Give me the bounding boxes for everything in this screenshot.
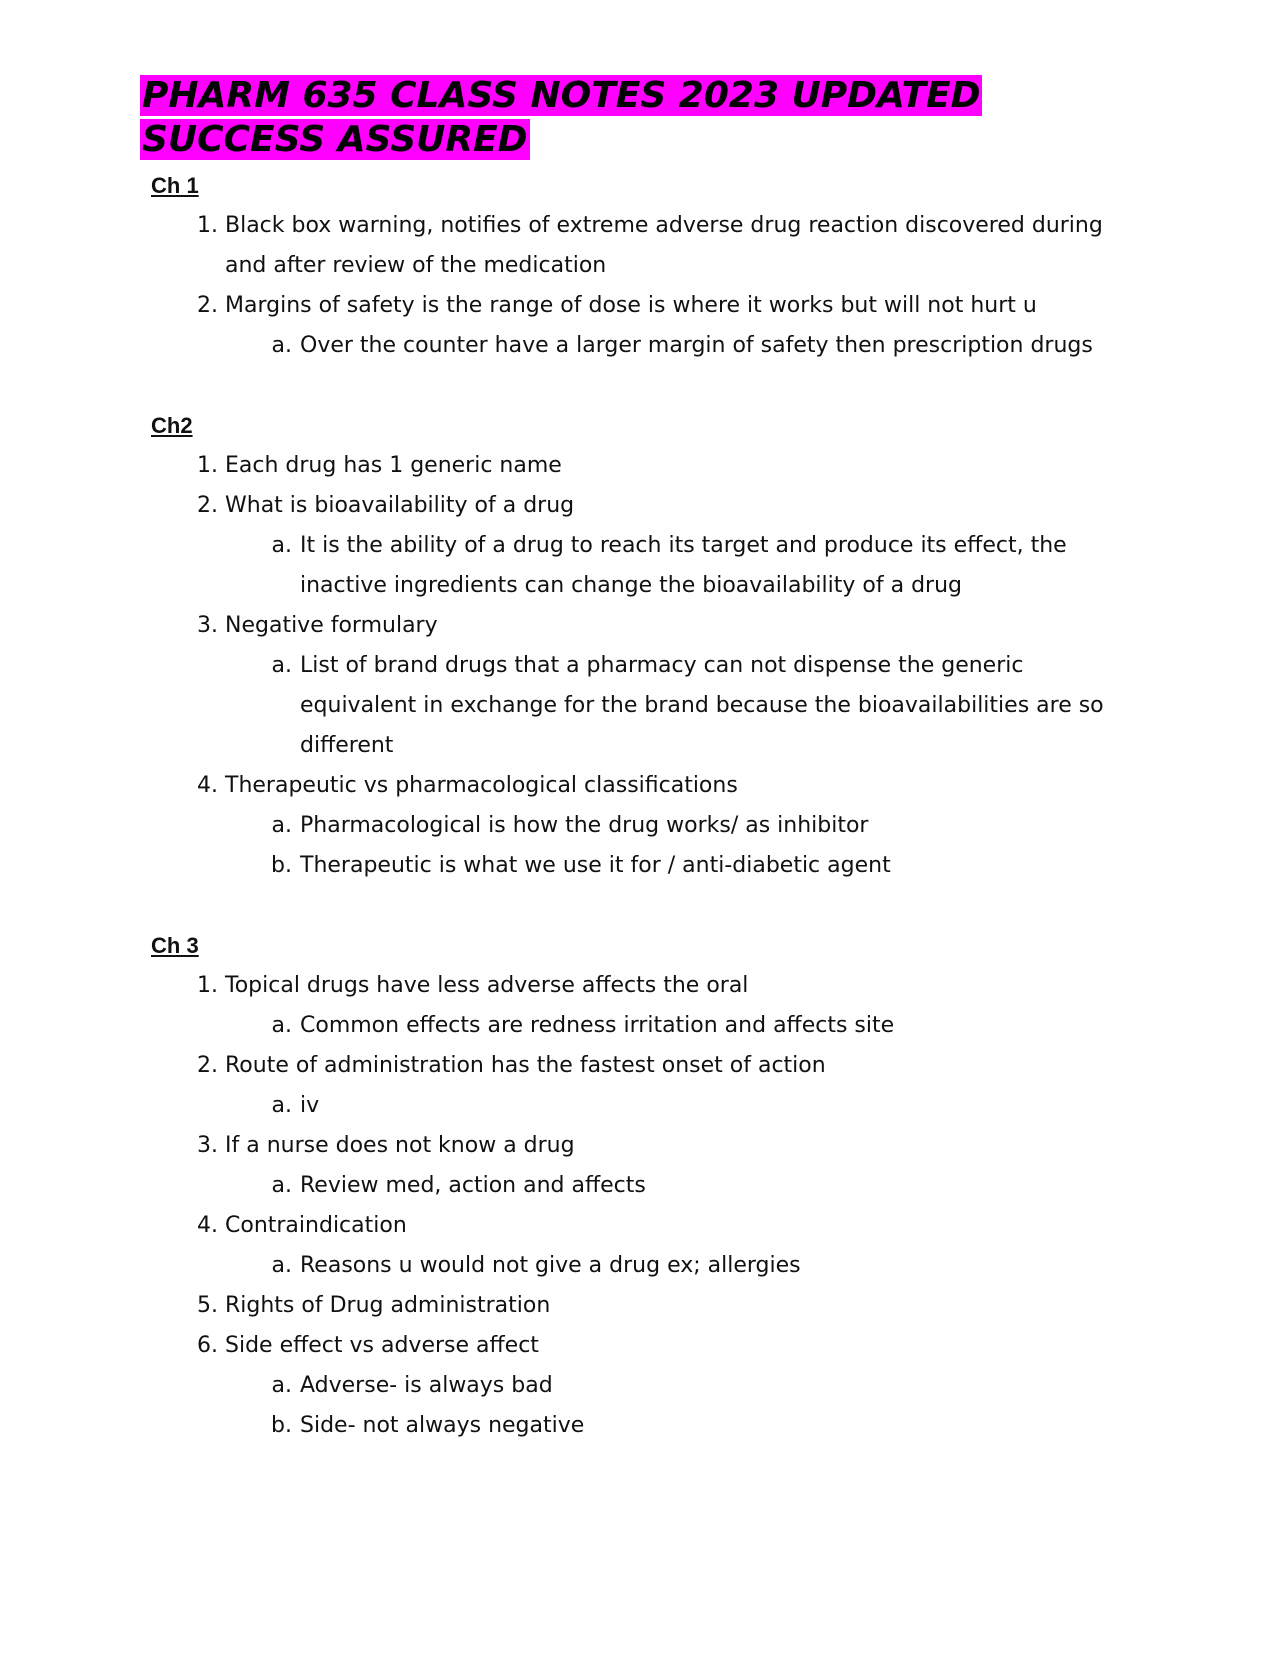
sublist-item-text: iv — [300, 1093, 320, 1118]
sublist-item-text: Side- not always negative — [300, 1413, 585, 1438]
sublist-item — [140, 326, 1140, 366]
section-heading: Ch 3 — [151, 933, 199, 958]
sublist-item-text: Over the counter have a larger margin of safety then prescription drugs — [300, 333, 1093, 358]
list-item-text: Negative formulary — [225, 613, 438, 638]
sublist-item — [140, 1086, 1140, 1126]
sublist-item — [140, 526, 1140, 606]
sublist-item — [140, 1246, 1140, 1286]
lettered-sublist — [225, 646, 1140, 766]
list-item-text: Rights of Drug administration — [225, 1293, 551, 1318]
lettered-sublist — [225, 326, 1140, 366]
list-item — [140, 206, 1140, 286]
numbered-list — [140, 206, 1140, 366]
list-item-text: Contraindication — [225, 1213, 407, 1238]
list-item — [140, 286, 1140, 366]
sublist-item — [140, 1406, 1140, 1446]
sublist-item-marker: a. — [271, 813, 292, 838]
sublist-item-text: Reasons u would not give a drug ex; allergies — [300, 1253, 801, 1278]
sublist-item-text: Therapeutic is what we use it for / anti-diabetic agent — [300, 853, 891, 878]
list-item-text: Margins of safety is the range of dose is where it works but will not hurt u — [225, 293, 1037, 318]
list-item — [140, 766, 1140, 886]
list-item-marker: 2. — [197, 293, 218, 318]
sublist-item-marker: a. — [271, 1013, 292, 1038]
section-3 — [140, 926, 1140, 1446]
list-item — [140, 606, 1140, 766]
sublist-item — [140, 1166, 1140, 1206]
list-item-text: Black box warning, notifies of extreme adverse drug reaction discovered during and after review of the medication — [225, 213, 1103, 278]
list-item — [140, 486, 1140, 606]
sublist-item — [140, 646, 1140, 766]
numbered-list — [140, 966, 1140, 1446]
sublist-item-marker: a. — [271, 1373, 292, 1398]
document-content — [140, 74, 1140, 1446]
list-item-marker: 1. — [197, 973, 218, 998]
sublist-item-text: List of brand drugs that a pharmacy can not dispense the generic equivalent in exchange for the brand because the bioavailabilities are so different — [300, 653, 1104, 758]
sublist-item-marker: a. — [271, 1093, 292, 1118]
sublist-item-text: Review med, action and affects — [300, 1173, 646, 1198]
section-heading: Ch2 — [151, 413, 193, 438]
list-item-text: Each drug has 1 generic name — [225, 453, 562, 478]
section-2 — [140, 406, 1140, 886]
lettered-sublist — [225, 1086, 1140, 1126]
document-title-text: PHARM 635 CLASS NOTES 2023 UPDATED SUCCESS ASSURED — [142, 75, 981, 160]
lettered-sublist — [225, 1366, 1140, 1446]
list-item — [140, 1206, 1140, 1286]
sublist-item-marker: b. — [271, 1413, 292, 1438]
sublist-item-marker: a. — [271, 533, 292, 558]
sublist-item-marker: a. — [271, 653, 292, 678]
lettered-sublist — [225, 806, 1140, 886]
list-item-marker: 4. — [197, 773, 218, 798]
lettered-sublist — [225, 1006, 1140, 1046]
list-item-text: Topical drugs have less adverse affects the oral — [225, 973, 749, 998]
list-item-marker: 3. — [197, 1133, 218, 1158]
lettered-sublist — [225, 526, 1140, 606]
list-item-marker: 4. — [197, 1213, 218, 1238]
list-item — [140, 1046, 1140, 1126]
list-item-marker: 2. — [197, 1053, 218, 1078]
sublist-item — [140, 1366, 1140, 1406]
list-item-text: Side effect vs adverse affect — [225, 1333, 539, 1358]
list-item-marker: 6. — [197, 1333, 218, 1358]
list-item-marker: 1. — [197, 453, 218, 478]
section-1 — [140, 166, 1140, 366]
list-item-text: If a nurse does not know a drug — [225, 1133, 575, 1158]
sublist-item-text: Common effects are redness irritation and affects site — [300, 1013, 895, 1038]
list-item — [140, 1286, 1140, 1326]
sublist-item — [140, 806, 1140, 846]
numbered-list — [140, 446, 1140, 886]
sections-container — [140, 166, 1140, 1446]
section-heading: Ch 1 — [151, 173, 199, 198]
sublist-item-marker: a. — [271, 333, 292, 358]
sublist-item-text: Pharmacological is how the drug works/ as inhibitor — [300, 813, 869, 838]
list-item-marker: 1. — [197, 213, 218, 238]
list-item — [140, 966, 1140, 1046]
list-item — [140, 446, 1140, 486]
sublist-item — [140, 1006, 1140, 1046]
sublist-item — [140, 846, 1140, 886]
list-item — [140, 1126, 1140, 1206]
list-item — [140, 1326, 1140, 1446]
sublist-item-marker: a. — [271, 1173, 292, 1198]
list-item-marker: 3. — [197, 613, 218, 638]
lettered-sublist — [225, 1246, 1140, 1286]
document-title — [140, 74, 1140, 162]
sublist-item-text: It is the ability of a drug to reach its target and produce its effect, the inactive ingredients can change the bioavailability of a drug — [300, 533, 1067, 598]
list-item-marker: 5. — [197, 1293, 218, 1318]
list-item-text: Route of administration has the fastest onset of action — [225, 1053, 826, 1078]
list-item-text: What is bioavailability of a drug — [225, 493, 575, 518]
lettered-sublist — [225, 1166, 1140, 1206]
sublist-item-text: Adverse- is always bad — [300, 1373, 553, 1398]
list-item-marker: 2. — [197, 493, 218, 518]
sublist-item-marker: a. — [271, 1253, 292, 1278]
list-item-text: Therapeutic vs pharmacological classifications — [225, 773, 738, 798]
sublist-item-marker: b. — [271, 853, 292, 878]
